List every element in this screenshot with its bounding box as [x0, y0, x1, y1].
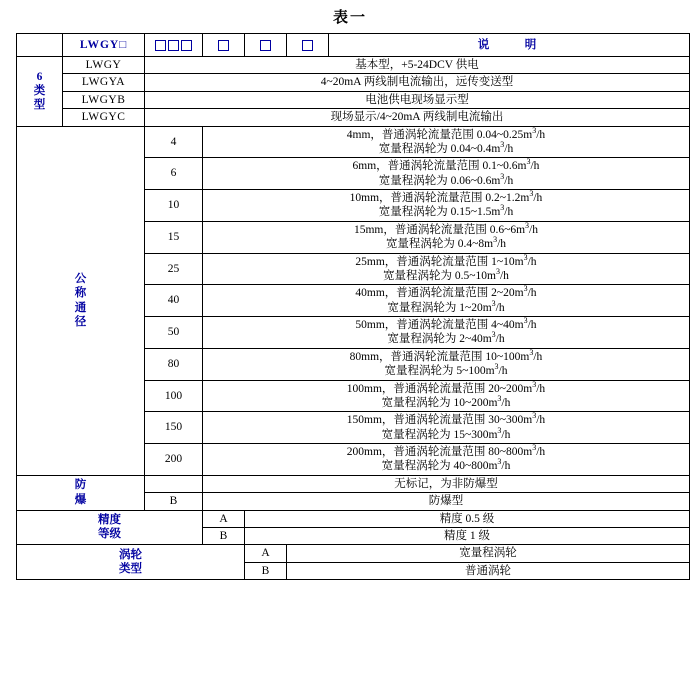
- caliber-desc-5: [203, 285, 690, 317]
- section-label-caliber-line2: 称: [74, 287, 87, 300]
- caliber-desc-10: [203, 444, 690, 476]
- caliber-desc-6: [203, 317, 690, 349]
- header-description-cell: 说 明: [329, 34, 690, 57]
- turbine-code-0: A: [245, 545, 287, 562]
- type-code-3: LWGYC: [63, 109, 145, 126]
- checkbox-icon: [168, 40, 179, 51]
- section-label-turbine-line1: 涡轮: [119, 548, 142, 561]
- header-boxes-3-cell: [145, 34, 203, 57]
- caliber-code-0: 4: [145, 126, 203, 158]
- checkbox-icon: [218, 40, 229, 51]
- header-box-1-cell: [203, 34, 245, 57]
- caliber-desc-3: [203, 221, 690, 253]
- explosion-code-1: B: [145, 493, 203, 510]
- caliber-code-3: 15: [145, 221, 203, 253]
- turbine-code-1: B: [245, 562, 287, 579]
- caliber-desc-6-line1: 50mm，普通涡轮流量范围 $4\sim 40m^3/h$: [355, 316, 537, 331]
- caliber-code-1: 6: [145, 158, 203, 190]
- table-row: [17, 91, 690, 108]
- type-desc-2: 电池供电现场显示型: [145, 91, 690, 108]
- caliber-code-7: 80: [145, 348, 203, 380]
- table-row: [17, 475, 690, 492]
- section-label-type-line1: 6: [36, 70, 43, 83]
- section-label-turbine-line2: 类型: [119, 563, 142, 576]
- caliber-desc-8: [203, 380, 690, 412]
- caliber-desc-4-line1: 25mm，普通涡轮流量范围 $1\sim 10m^3/h$: [355, 252, 537, 268]
- caliber-code-8: 100: [145, 380, 203, 412]
- table-row: [17, 126, 690, 158]
- section-label-type-line3: 型: [33, 99, 46, 112]
- caliber-desc-5-line1: 40mm，普通涡轮流量范围 $2\sim 20m^3/h$: [355, 284, 537, 300]
- table-header-row: [17, 34, 690, 57]
- caliber-desc-5-line2: 宽量程涡轮为 $1\sim 20m^3/h$: [387, 298, 505, 314]
- caliber-code-10: 200: [145, 444, 203, 476]
- table-row: [17, 57, 690, 74]
- caliber-desc-1-line1: 6mm，普通涡轮流量范围 $0.1\sim 0.6m^3/h$: [352, 157, 540, 173]
- caliber-desc-2: [203, 190, 690, 222]
- checkbox-icon: [260, 40, 271, 51]
- caliber-desc-1-line2: 宽量程涡轮为 $0.06\sim 0.6m^3/h$: [378, 171, 514, 187]
- turbine-desc-1: 普通涡轮: [287, 562, 690, 579]
- section-label-explosion: [17, 475, 145, 510]
- caliber-desc-1: [203, 158, 690, 190]
- section-label-explosion-line1: 防: [74, 479, 87, 492]
- header-blank-cell: [17, 34, 63, 57]
- caliber-desc-6-line2: 宽量程涡轮为 $2\sim 40m^3/h$: [387, 330, 505, 346]
- section-label-caliber-line1: 公: [74, 272, 87, 285]
- caliber-desc-0-line2: 宽量程涡轮为 $0.04\sim 0.4m^3/h$: [378, 140, 514, 155]
- caliber-desc-0-line1: 4mm，普通涡轮流量范围 $0.04\sim 0.25m^3/h$: [346, 125, 546, 141]
- section-label-accuracy: [17, 510, 203, 545]
- type-code-2: LWGYB: [63, 91, 145, 108]
- caliber-desc-3-line2: 宽量程涡轮为 $0.4\sim 8m^3/h$: [385, 235, 507, 251]
- section-label-explosion-line2: 爆: [74, 493, 87, 506]
- caliber-desc-9-line2: 宽量程涡轮为 $15\sim 300m^3/h$: [381, 425, 511, 441]
- caliber-desc-2-line1: 10mm，普通涡轮流量范围 $0.2\sim 1.2m^3/h$: [349, 189, 543, 204]
- type-code-1: LWGYA: [63, 74, 145, 91]
- checkbox-icon: [181, 40, 192, 51]
- section-label-accuracy-line1: 精度: [98, 514, 121, 526]
- type-code-0: LWGY: [63, 57, 145, 74]
- caliber-code-4: 25: [145, 253, 203, 285]
- table-row: [17, 545, 690, 562]
- section-label-caliber: [17, 126, 145, 475]
- header-model-cell: LWGY□: [63, 34, 145, 57]
- type-desc-3: 现场显示/4~20mA 两线制电流输出: [145, 109, 690, 126]
- explosion-desc-0: 无标记，为非防爆型: [203, 475, 690, 492]
- caliber-desc-0: [203, 126, 690, 158]
- accuracy-desc-0: 精度 0.5 级: [245, 510, 690, 527]
- caliber-desc-8-line1: 100mm，普通涡轮流量范围 $20\sim 200m^3/h$: [346, 379, 546, 395]
- accuracy-desc-1: 精度 1 级: [245, 527, 690, 544]
- section-label-type-line2: 类: [33, 85, 46, 98]
- table-row: [17, 109, 690, 126]
- caliber-desc-10-line2: 宽量程涡轮为 $40\sim 800m^3/h$: [381, 457, 511, 473]
- caliber-desc-7-line2: 宽量程涡轮为 $5\sim 100m^3/h$: [384, 362, 508, 378]
- caliber-desc-2-line2: 宽量程涡轮为 $0.15\sim 1.5m^3/h$: [378, 203, 514, 219]
- page-title: 表一: [332, 10, 367, 26]
- explosion-desc-1: 防爆型: [203, 493, 690, 510]
- checkbox-icon: [302, 40, 313, 51]
- checkbox-icon: [155, 40, 166, 51]
- section-label-accuracy-line2: 等级: [98, 528, 121, 541]
- section-label-turbine: [17, 545, 245, 580]
- caliber-desc-3-line1: 15mm，普通涡轮流量范围 $0.6\sim 6m^3/h$: [353, 220, 538, 236]
- caliber-desc-4: [203, 253, 690, 285]
- header-box-3-cell: [287, 34, 329, 57]
- caliber-desc-7-line1: 80mm，普通涡轮流量范围 $10\sim 100m^3/h$: [349, 347, 543, 363]
- caliber-code-2: 10: [145, 190, 203, 222]
- specification-table: [16, 33, 690, 580]
- caliber-code-6: 50: [145, 317, 203, 349]
- caliber-code-5: 40: [145, 285, 203, 317]
- caliber-desc-8-line2: 宽量程涡轮为 $10\sim 200m^3/h$: [381, 394, 511, 409]
- caliber-code-9: 150: [145, 412, 203, 444]
- caliber-desc-7: [203, 348, 690, 380]
- type-desc-1: 4~20mA 两线制电流输出，远传变送型: [145, 74, 690, 91]
- section-label-caliber-line3: 通: [74, 301, 87, 314]
- header-box-2-cell: [245, 34, 287, 57]
- table-row: [17, 74, 690, 91]
- accuracy-code-1: B: [203, 527, 245, 544]
- turbine-desc-0: 宽量程涡轮: [287, 545, 690, 562]
- caliber-desc-9: [203, 412, 690, 444]
- section-label-caliber-line4: 径: [74, 316, 87, 328]
- caliber-desc-9-line1: 150mm，普通涡轮流量范围 $30\sim 300m^3/h$: [346, 411, 546, 427]
- caliber-desc-10-line1: 200mm，普通涡轮流量范围 $80\sim 800m^3/h$: [346, 443, 546, 458]
- explosion-code-0: [145, 475, 203, 492]
- accuracy-code-0: A: [203, 510, 245, 527]
- section-label-type: [17, 57, 63, 127]
- table-row: [17, 510, 690, 527]
- caliber-desc-4-line2: 宽量程涡轮为 $0.5\sim 10m^3/h$: [383, 267, 509, 282]
- type-desc-0: 基本型，+5-24DCV 供电: [145, 57, 690, 74]
